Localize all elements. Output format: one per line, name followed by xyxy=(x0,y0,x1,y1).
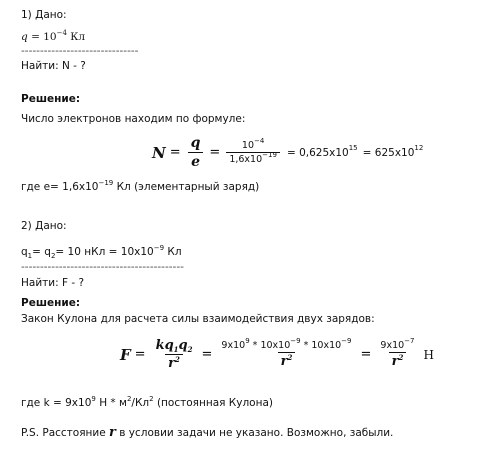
task1-solution-title: Решение: xyxy=(21,93,81,105)
task2-solution-title: Решение: xyxy=(21,297,81,309)
task1-formula: N = $\frac{q}{e}$ = $\frac{10^{-4}}{1,6x10^{-19}}$ = 0,625x10 $^{15}$ = 625x10 $^{12}$ xyxy=(152,135,424,170)
task2-separator: ------------------------------------------- xyxy=(21,261,184,273)
task1-text: Число электронов находим по формуле: xyxy=(21,113,246,125)
task1-separator: ------------------------------- xyxy=(21,45,139,57)
task1-where: где $е= 1,6x10^{-19}$ Кл (элементарный заряд) xyxy=(21,179,260,193)
task2-given: $q_1= q_2= 10$ нКл = $10x10^{-9}$ Кл xyxy=(21,244,182,260)
ps-note: P.S. Расстояние r в условии задачи не указано. Возможно, забыли. xyxy=(21,425,394,440)
task1-given: $q = 10^{-4}$ Кл xyxy=(21,29,86,43)
task1-header: 1) Дано: xyxy=(21,9,67,21)
task2-header: 2) Дано: xyxy=(21,220,67,232)
task2-text: Закон Кулона для расчета силы взаимодействия двух зарядов: xyxy=(21,313,375,325)
task2-where: где $k = 9x10^9$ Н * $м^2/Кл^2$ (постоянная Кулона) xyxy=(21,395,273,409)
task1-find: Найти: N - ? xyxy=(21,60,86,72)
task2-formula: F = $\frac{kq_1q_2}{r^2}$ = $\frac{9x10^9 * 10x10^{-9} * 10x10^{-9}}{r^2}$ = $\frac{9x10^{-7}}{r^2}$ Н xyxy=(120,337,434,371)
task2-find: Найти: F - ? xyxy=(21,277,85,289)
